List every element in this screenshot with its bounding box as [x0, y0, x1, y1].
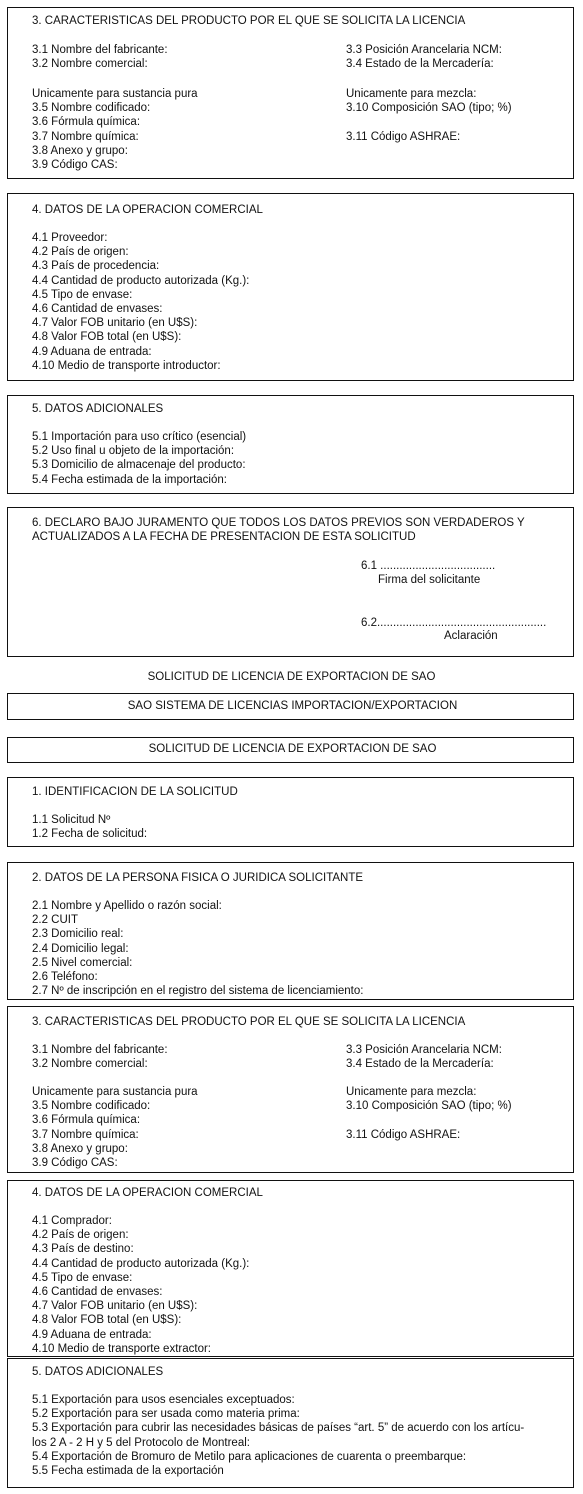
left-bottom-fields [32, 87, 198, 172]
field-label: 5.5 Fecha estimada de la exportación [32, 1465, 224, 1478]
field-label: 4.9 Aduana de entrada: [32, 345, 152, 358]
field-label: 4.8 Valor FOB total (en U$S): [32, 1314, 182, 1327]
field-list [32, 899, 363, 998]
field-label: 4.4 Cantidad de producto autorizada (Kg.): [32, 1257, 250, 1270]
export-section-2 [7, 862, 574, 1000]
system-title: SAO SISTEMA DE LICENCIAS IMPORTACION/EXPORTACION [127, 700, 458, 712]
declaration-line: ACTUALIZADOS A LA FECHA DE PRESENTACION DE ESTA SOLICITUD [32, 531, 416, 544]
field-label: 4.9 Aduana de entrada: [32, 1328, 152, 1341]
spacer [346, 1113, 512, 1127]
declaration-text [32, 516, 525, 544]
field-label: 3.2 Nombre comercial: [32, 58, 148, 71]
field-label: Unicamente para mezcla: [346, 88, 477, 100]
field-label: 3.3 Posición Arancelaria NCM: [346, 44, 502, 56]
export-heading: SOLICITUD DE LICENCIA DE EXPORTACION DE SAO [147, 671, 436, 683]
section-title: 3. CARACTERISTICAS DEL PRODUCTO POR EL QUE SE SOLICITA LA LICENCIA [32, 1016, 466, 1028]
field-label: 3.7 Nombre química: [32, 1128, 139, 1141]
field-list [32, 1214, 249, 1356]
section-title: 2. DATOS DE LA PERSONA FISICA O JURIDICA SOLICITANTE [32, 872, 364, 884]
export-section-5 [7, 1358, 574, 1488]
field-label: 5.1 Exportación para usos esenciales exceptuados: [32, 1394, 295, 1406]
field-label: 3.6 Fórmula química: [32, 116, 141, 129]
field-label: 4.3 País de destino: [32, 1243, 134, 1256]
field-label: 5.1 Importación para uso crítico (esencial) [32, 431, 247, 443]
right-bottom-fields [346, 1085, 512, 1142]
field-label: 4.6 Cantidad de envases: [32, 1286, 163, 1299]
right-top-fields [346, 1043, 502, 1071]
field-label: 3.11 Código ASHRAE: [346, 1128, 461, 1141]
field-label: 3.4 Estado de la Mercadería: [346, 1058, 494, 1071]
field-list [32, 231, 249, 373]
left-top-fields [32, 1043, 168, 1071]
field-list [32, 1393, 524, 1478]
field-label: 4.7 Valor FOB unitario (en U$S): [32, 317, 198, 330]
field-label: 4.1 Proveedor: [32, 232, 108, 244]
field-list [32, 813, 147, 841]
field-label: 4.3 País de procedencia: [32, 260, 160, 273]
signature-line: 6.1 .................................... [361, 560, 496, 572]
field-label: 4.8 Valor FOB total (en U$S): [32, 331, 182, 344]
field-label: 4.6 Cantidad de envases: [32, 303, 163, 316]
field-label: 2.3 Domicilio real: [32, 928, 124, 941]
system-title-box [7, 693, 574, 720]
field-label: 3.1 Nombre del fabricante: [32, 1044, 168, 1056]
field-label: 2.6 Teléfono: [32, 971, 98, 984]
field-label: 3.8 Anexo y grupo: [32, 144, 128, 157]
signature-label: Firma del solicitante [378, 574, 481, 586]
field-label: 5.2 Exportación para ser usada como materia prima: [32, 1408, 300, 1421]
field-label: 3.5 Nombre codificado: [32, 1100, 151, 1113]
field-label: 2.7 Nº de inscripción en el registro del sistema de licenciamiento: [32, 985, 364, 998]
field-label: 4.1 Comprador: [32, 1215, 112, 1227]
export-title: SOLICITUD DE LICENCIA DE EXPORTACION DE SAO [148, 743, 437, 755]
field-label: 2.4 Domicilio legal: [32, 942, 129, 955]
left-top-fields [32, 43, 168, 71]
declaration-line: 6. DECLARO BAJO JURAMENTO QUE TODOS LOS DATOS PREVIOS SON VERDADEROS Y [32, 517, 525, 529]
section-title: 3. CARACTERISTICAS DEL PRODUCTO POR EL QUE SE SOLICITA LA LICENCIA [32, 15, 466, 27]
export-section-1 [7, 777, 574, 847]
import-section-4 [7, 193, 574, 381]
field-label: 3.7 Nombre química: [32, 130, 139, 143]
export-section-3 [7, 1006, 574, 1173]
import-section-6 [7, 507, 574, 657]
clarification-line: 6.2..................................................... [361, 617, 547, 629]
import-section-3 [7, 7, 574, 179]
field-label: 4.4 Cantidad de producto autorizada (Kg.): [32, 274, 250, 287]
field-label: 3.11 Código ASHRAE: [346, 130, 461, 143]
field-label: 2.1 Nombre y Apellido o razón social: [32, 900, 222, 912]
section-title: 4. DATOS DE LA OPERACION COMERCIAL [32, 1187, 263, 1199]
section-title: 5. DATOS ADICIONALES [32, 403, 164, 415]
field-label: 5.4 Exportación de Bromuro de Metilo para aplicaciones de cuarenta o preembarque: [32, 1450, 467, 1463]
field-label: 5.2 Uso final u objeto de la importación: [32, 445, 235, 458]
field-label: 4.7 Valor FOB unitario (en U$S): [32, 1300, 198, 1313]
field-label: 4.5 Tipo de envase: [32, 288, 133, 301]
field-label: Unicamente para sustancia pura [32, 88, 198, 100]
field-label: 3.10 Composición SAO (tipo; %) [346, 1100, 512, 1113]
import-section-5 [7, 395, 574, 494]
export-title-box [7, 737, 574, 763]
field-label: 3.2 Nombre comercial: [32, 1058, 148, 1071]
field-label: los 2 A - 2 H y 5 del Protocolo de Montreal: [32, 1436, 250, 1449]
field-label: 3.9 Código CAS: [32, 159, 118, 172]
export-section-4 [7, 1180, 574, 1357]
field-label: 3.4 Estado de la Mercadería: [346, 58, 494, 71]
field-label: 5.4 Fecha estimada de la importación: [32, 473, 227, 486]
field-label: 4.2 País de origen: [32, 246, 129, 259]
right-bottom-fields [346, 87, 512, 144]
field-label: 3.8 Anexo y grupo: [32, 1142, 128, 1155]
clarification-label: Aclaración [444, 630, 498, 642]
field-label: 5.3 Exportación para cubrir las necesidades básicas de países “art. 5” de acuerdo con los artícu- [32, 1422, 525, 1435]
spacer [346, 115, 512, 129]
section-title: 5. DATOS ADICIONALES [32, 1366, 164, 1378]
field-label: Unicamente para mezcla: [346, 1086, 477, 1098]
section-title: 4. DATOS DE LA OPERACION COMERCIAL [32, 204, 263, 216]
field-label: 3.9 Código CAS: [32, 1157, 118, 1170]
field-label: 1.1 Solicitud Nº [32, 814, 111, 826]
field-label: 4.2 País de origen: [32, 1229, 129, 1242]
field-label: 4.10 Medio de transporte extractor: [32, 1342, 211, 1355]
field-label: 4.10 Medio de transporte introductor: [32, 359, 221, 372]
field-label: 1.2 Fecha de solicitud: [32, 828, 148, 841]
field-label: 4.5 Tipo de envase: [32, 1271, 133, 1284]
field-label: Unicamente para sustancia pura [32, 1086, 198, 1098]
field-label: 5.3 Domicilio de almacenaje del producto: [32, 459, 246, 472]
section-title: 1. IDENTIFICACION DE LA SOLICITUD [32, 786, 238, 798]
field-label: 3.3 Posición Arancelaria NCM: [346, 1044, 502, 1056]
field-label: 2.5 Nivel comercial: [32, 956, 133, 969]
field-label: 3.6 Fórmula química: [32, 1114, 141, 1127]
field-label: 3.10 Composición SAO (tipo; %) [346, 102, 512, 115]
field-label: 2.2 CUIT [32, 914, 79, 927]
field-label: 3.5 Nombre codificado: [32, 102, 151, 115]
field-list [32, 430, 246, 487]
left-bottom-fields [32, 1085, 198, 1170]
field-label: 3.1 Nombre del fabricante: [32, 44, 168, 56]
right-top-fields [346, 43, 502, 71]
